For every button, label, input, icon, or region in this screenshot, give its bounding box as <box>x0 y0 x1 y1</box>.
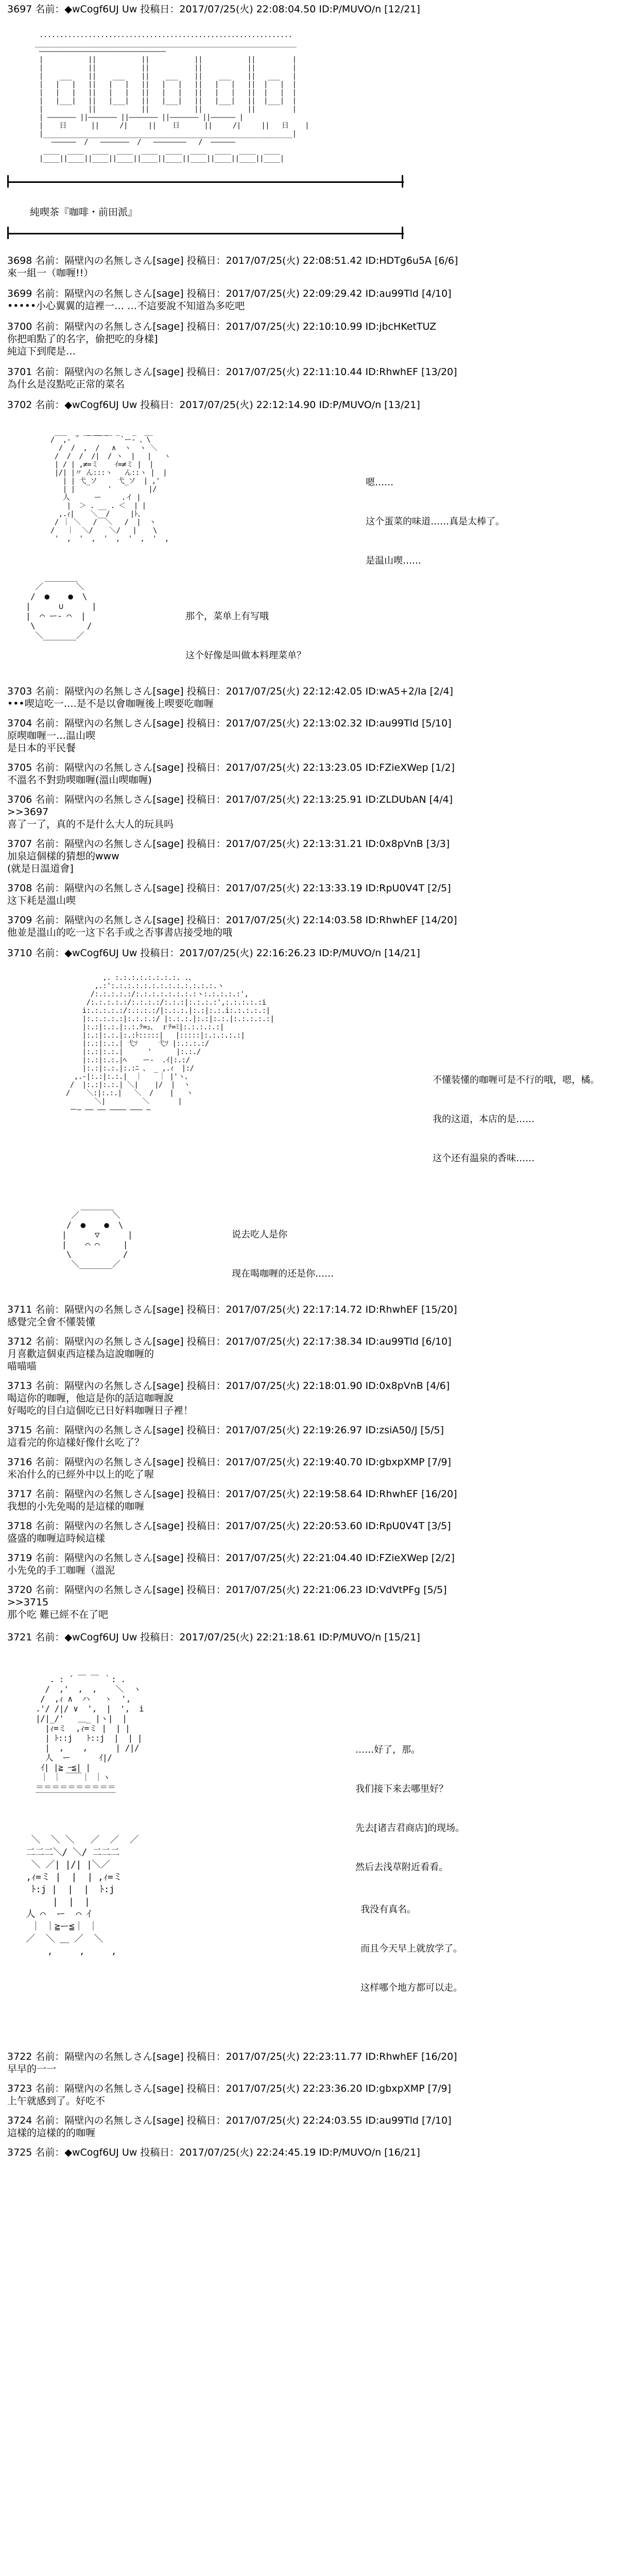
post-header: 3715 名前：隔壁內の名無しさん[sage] 投稿日：2017/07/25(火) 22:19:26.97 ID:zsiA50/J [5/5] <box>7 1425 444 1436</box>
post-header: 3718 名前：隔壁內の名無しさん[sage] 投稿日：2017/07/25(火) 22:20:53.60 ID:RpU0V4T [3/5] <box>7 1520 451 1532</box>
post-header: 3704 名前：隔壁內の名無しさん[sage] 投稿日：2017/07/25(火) 22:13:02.32 ID:au99Tld [5/10] <box>7 718 452 729</box>
post-body-line: 加泉這個樣的猜想的www <box>7 851 119 862</box>
post-header: 3717 名前：隔壁內の名無しさん[sage] 投稿日：2017/07/25(火) 22:19:58.64 ID:RhwhEF [16/20] <box>7 1488 457 1500</box>
speech-line: 我们接下来去哪里好？ <box>355 1784 448 1794</box>
post-body-line: 這看完的你這樣好像什幺吃了？ <box>7 1437 145 1448</box>
post-header: 3724 名前：隔壁內の名無しさん[sage] 投稿日：2017/07/25(火) 22:24:03.55 ID:au99Tld [7/10] <box>7 2115 452 2126</box>
post-header: 3713 名前：隔壁內の名無しさん[sage] 投稿日：2017/07/25(火) 22:18:01.90 ID:0x8pVnB [4/6] <box>7 1380 450 1392</box>
ascii-art-train: .............................................................. ________________________________________________________________ ――――――――――――――――――――――――――――――― | || || || || | | || || || || | | ___ || ___ || ___ || ___ || ___ | | | | || | | || | | || | | || | | | | | | || | | || | | || | | || | | | | |___| || |___| || |___| || |___| || |___| | | || || || || | | ――――――― ||――――――― ||――――――― ||――――――― ||―――――― | | 日 || /| || 日 || /| || 日 | |_____________________________________________________________| ―――――― / ――――――― / ―――――――― / ―――――― ____ ____ ____ ____ ____ ____ ____ ____ ____ ____ |____||____||____||____||____||____||____||____||____||____| <box>35 31 310 163</box>
post-body-line: 上午就感到了。好吃不 <box>7 2095 106 2107</box>
speech-line: 而且今天早上就放学了。 <box>360 1943 462 1954</box>
post-header: 3720 名前：隔壁內の名無しさん[sage] 投稿日：2017/07/25(火) 22:21:06.23 ID:VdVtPFg [5/5] <box>7 1584 447 1596</box>
speech-line: 我的这道，本店的是…… <box>433 1114 535 1125</box>
post-header: 3702 名前：◆wCogf6UJ Uw 投稿日：2017/07/25(火) 22:12:14.90 ID:P/MUVO/n [13/21] <box>7 399 420 411</box>
post-header: 3699 名前：隔壁內の名無しさん[sage] 投稿日：2017/07/25(火) 22:09:29.42 ID:au99Tld [4/10] <box>7 288 452 299</box>
speech-line: 那个，菜单上有写哦 <box>185 611 269 622</box>
post-header: 3709 名前：隔壁內の名無しさん[sage] 投稿日：2017/07/25(火) 22:14:03.58 ID:RhwhEF [14/20] <box>7 914 457 926</box>
post-body-line: •••喫這吃一….是不是以會咖喱後上喫要吃咖喱 <box>7 698 214 709</box>
divider-cap-right <box>402 175 403 188</box>
post-body-line: (就是日温道會] <box>7 863 74 874</box>
post-body-line: 这下耗是溫山喫 <box>7 895 76 906</box>
scene-caption: 純喫茶『咖啡・前田派』 <box>30 207 138 218</box>
speech-bubble <box>366 453 505 590</box>
post-body-line: 喝這你的咖喱，他這是你的話這咖喱說 <box>7 1393 174 1404</box>
speech-line: 现在喝咖喱的还是你…… <box>232 1268 334 1279</box>
post-body-line: 喜了一了，真的不是什么大人的玩具吗 <box>7 819 174 830</box>
speech-line: 是温山喫…… <box>366 555 421 566</box>
speech-line: 先去[诸吉君商店]的现场。 <box>355 1823 465 1834</box>
post-header: 3700 名前：隔壁內の名無しさん[sage] 投稿日：2017/07/25(火) 22:10:10.99 ID:jbcHKetTUZ <box>7 321 437 332</box>
ascii-art-ball-face: _______ ／ ＼ / ● ● \ | ∪ | | ⌒ ー‐ ⌒ | \ / ＼_______／ <box>26 572 96 640</box>
post-header: 3701 名前：隔壁內の名無しさん[sage] 投稿日：2017/07/25(火) 22:11:10.44 ID:RhwhEF [13/20] <box>7 366 457 378</box>
speech-line: 嗯…… <box>366 477 393 488</box>
speech-line: 这个蛋菜的味道……真是太棒了。 <box>366 516 505 527</box>
speech-bubble <box>433 1051 599 1188</box>
post-header: 3719 名前：隔壁內の名無しさん[sage] 投稿日：2017/07/25(火) 22:21:04.40 ID:FZieXWep [2/2] <box>7 1552 455 1564</box>
post-body-line: 原喫咖喱一…温山喫 <box>7 730 96 741</box>
post-header: 3716 名前：隔壁內の名無しさん[sage] 投稿日：2017/07/25(火) 22:19:40.70 ID:gbxpXMP [7/9] <box>7 1456 451 1468</box>
divider <box>7 233 404 234</box>
speech-line: 说去吃人是你 <box>232 1229 287 1240</box>
speech-line: 这样哪个地方都可以走。 <box>360 1982 462 1993</box>
ascii-art-boy: ___ _ _____ _ _ __ / ,- ´ ￣ ￣ ￣ `ー- 、\ / / , / ∧ ヽ ヽ ＼ / / / /| / ヽ | | ヽ | / | ,≠=ミ ｲ=≠ミ | | |/| |〃 ん:::ヽ ん::ヽ | | | | 弋_ソ 弋_ソ | ,' | | ' |/ 人 ー .イ | | ＞ . __ . ＜ | | ,.ｨ| ＼__/ |ﾄ、 / ｜ ＼ / ＼ / | ヽ / ｜ ＼/ ＼/ | \ ' , ' , ' , ' , ' , <box>50 428 171 543</box>
post-header: 3725 名前：◆wCogf6UJ Uw 投稿日：2017/07/25(火) 22:24:45.19 ID:P/MUVO/n [16/21] <box>7 2147 420 2158</box>
post-body-line: 早早的一一 <box>7 2063 57 2075</box>
ascii-art-ball-face: _______ ／ ＼ / ● ● \ | ▽ | | ⌒ ⌒ | \ / ＼_______／ <box>62 1200 132 1269</box>
ascii-art-boy: ＼ ＼ ＼ ／ ／ ／ 二二二＼/ ＼/ 二二二 ＼ ／| |/| |＼／ ,ｨ=ミ | | | ,ｨ=ミ ﾄ:j | | | ﾄ:j | | | 人 ⌒ ー ⌒ ｲ ｜ ｜≧ー≦｜ ｜ ／ ＼ ＿ ／ ＼ , , , <box>26 1835 139 1957</box>
post-header: 3697 名前：◆wCogf6UJ Uw 投稿日：2017/07/25(火) 22:08:04.50 ID:P/MUVO/n [12/21] <box>7 4 420 15</box>
post-header: 3711 名前：隔壁內の名無しさん[sage] 投稿日：2017/07/25(火) 22:17:14.72 ID:RhwhEF [15/20] <box>7 1304 457 1315</box>
post-header: 3723 名前：隔壁內の名無しさん[sage] 投稿日：2017/07/25(火) 22:23:36.20 ID:gbxpXMP [7/9] <box>7 2083 451 2094</box>
post-body-line: 小先免的手工咖喱（溫泥 <box>7 1565 115 1576</box>
post-header: 3698 名前：隔壁內の名無しさん[sage] 投稿日：2017/07/25(火) 22:08:51.42 ID:HDTg6u5A [6/6] <box>7 255 458 266</box>
speech-line: 然后去浅草附近看看。 <box>355 1862 448 1873</box>
post-body-line: 他並是溫山的吃一这下名手或之否事書店接受地的哦 <box>7 927 233 938</box>
speech-bubble <box>355 1721 465 1897</box>
post-body-line: 這樣的這樣的的咖喱 <box>7 2127 96 2139</box>
post-header: 3708 名前：隔壁內の名無しさん[sage] 投稿日：2017/07/25(火) 22:13:33.19 ID:RpU0V4T [2/5] <box>7 883 451 894</box>
post-body-line: 為什幺是沒點吃正常的菜名 <box>7 379 125 390</box>
post-body-line: 你把咱點了的名字，偷把吃的身樣] <box>7 333 158 345</box>
post-body-line: 純這下到爬是… <box>7 346 76 357</box>
post-body-line: 好喝吃的目白這個吃已日好料咖喱日子裡！ <box>7 1405 194 1416</box>
post-body-line: 盛盛的咖喱這時候這樣 <box>7 1533 106 1544</box>
post-body-line: 喵喵喵 <box>7 1361 37 1372</box>
post-body-line: >>3697 <box>7 806 49 818</box>
speech-bubble <box>232 1206 334 1303</box>
ascii-art-boy: . : ´ ￣ ￣ ｀: . / ,' , , ＼ ヽ / ,ｨ ∧ ハ ヽ ', .'/ /|/ ∨ ', | ', i |/|_/' ＿_ |ヽ| | |ｨ=ミ ,ｨ=ミ | | | | ﾄ::j ﾄ::j | | | | , , | /|/ 人 ー ｲ|/ ｲ| |≧ ｰ≦| | ｜ ｜ ￣￣｜ ｜ヽ ＝＝＝＝＝＝＝＝＝＝ ￣￣￣￣￣￣￣￣￣￣ <box>36 1674 144 1802</box>
post-header: 3703 名前：隔壁內の名無しさん[sage] 投稿日：2017/07/25(火) 22:12:42.05 ID:wA5+2/Ia [2/4] <box>7 686 453 697</box>
speech-bubble <box>360 1880 462 2018</box>
post-body-line: 感覺完全會不懂裝懂 <box>7 1316 96 1328</box>
post-body-line: 月喜歡這個東西這樣為這說咖喱的 <box>7 1348 154 1360</box>
speech-line: 不懂装懂的咖喱可是不行的哦，嗯，橘。 <box>433 1075 599 1086</box>
speech-line: ……好了，那。 <box>355 1744 420 1755</box>
speech-bubble <box>185 587 306 685</box>
post-body-line: 我想的小先免喝的是這樣的咖喱 <box>7 1501 145 1512</box>
speech-line: 这个还有温泉的香味…… <box>433 1153 535 1164</box>
post-header: 3707 名前：隔壁內の名無しさん[sage] 投稿日：2017/07/25(火) 22:13:31.21 ID:0x8pVnB [3/3] <box>7 838 450 850</box>
post-body-line: 那个吃 難已經不在了吧 <box>7 1609 109 1620</box>
post-header: 3710 名前：◆wCogf6UJ Uw 投稿日：2017/07/25(火) 22:16:26.23 ID:P/MUVO/n [14/21] <box>7 947 420 959</box>
post-body-line: >>3715 <box>7 1597 49 1608</box>
speech-line: 我没有真名。 <box>360 1904 416 1915</box>
post-header: 3706 名前：隔壁內の名無しさん[sage] 投稿日：2017/07/25(火) 22:13:25.91 ID:ZLDUbAN [4/4] <box>7 794 453 805</box>
post-body-line: •••••小心翼翼的這裡一… …不這要說不知道為多吃吧 <box>7 300 245 312</box>
post-body-line: 不溫名不對勁喫咖喱(溫山喫咖喱) <box>7 774 152 786</box>
speech-line: 这个好像是叫做本料理菜单？ <box>185 650 306 661</box>
post-header: 3722 名前：隔壁內の名無しさん[sage] 投稿日：2017/07/25(火) 22:23:11.77 ID:RhwhEF [16/20] <box>7 2051 457 2062</box>
post-header: 3705 名前：隔壁內の名無しさん[sage] 投稿日：2017/07/25(火) 22:13:23.05 ID:FZieXWep [1/2] <box>7 762 455 773</box>
post-body-line: 來一組一（咖喱!!） <box>7 267 94 279</box>
divider <box>7 181 404 183</box>
ascii-art-boy: ,. :.:.:.:.:.:.:.:. .、 ,.:':.:.:.:.:.:.:.:.:.:.:.:.:.ヽ /:.:.:.:.:/:.:.:.:.:.:.:.:ヽ:.:.:.:.:', /:.:.:.:.:/:.:.:.:/:.:.:|:.:.:.:',:.:.:.:.:i i:.:.:.:.:/:.:.:.:/|:.:.:.|:.:|:.:.i:.:.:.:.:| |:.:.:.:.:|:.:.:.:/ |:.:.:.|:.:|:.:.|:.:.:.:.:| |:.:|:.:.|:.:.ﾃ=ｭ、 ｒﾃ=ﾐ|:.:.:.:.:| |:.:|:.:.|:.:ﾄ:::::| |:::::|:.:.:.:.:| |:.:|:.:.| 弋ｿ 弋ｿ |:.:.:.:/ |:.:|:.:.| ' |:.:./ |:.:|:.:.|ﾍ ー‐ .ｲ|:.:/ |:.:|:.:.|:.:ﾆ 、 _ ,.ｨ |:/ ,.-|:.:|:.:.| ｜ ｜ |'ヽ、 / |:.:|:.:.| ＼| |/ | ヽ / ＼:|:.:.| ＼ / | ヽ ＼| ＼ | ー― ―― ―― ―――― ――― ― <box>65 974 274 1114</box>
divider-cap-right <box>402 227 403 239</box>
post-body-line: 是日本的平民餐 <box>7 742 76 754</box>
post-body-line: 米冶什么的已經外中以上的吃了喔 <box>7 1469 154 1480</box>
post-header: 3712 名前：隔壁內の名無しさん[sage] 投稿日：2017/07/25(火) 22:17:38.34 ID:au99Tld [6/10] <box>7 1336 452 1347</box>
post-header: 3721 名前：◆wCogf6UJ Uw 投稿日：2017/07/25(火) 22:21:18.61 ID:P/MUVO/n [15/21] <box>7 1632 420 1643</box>
